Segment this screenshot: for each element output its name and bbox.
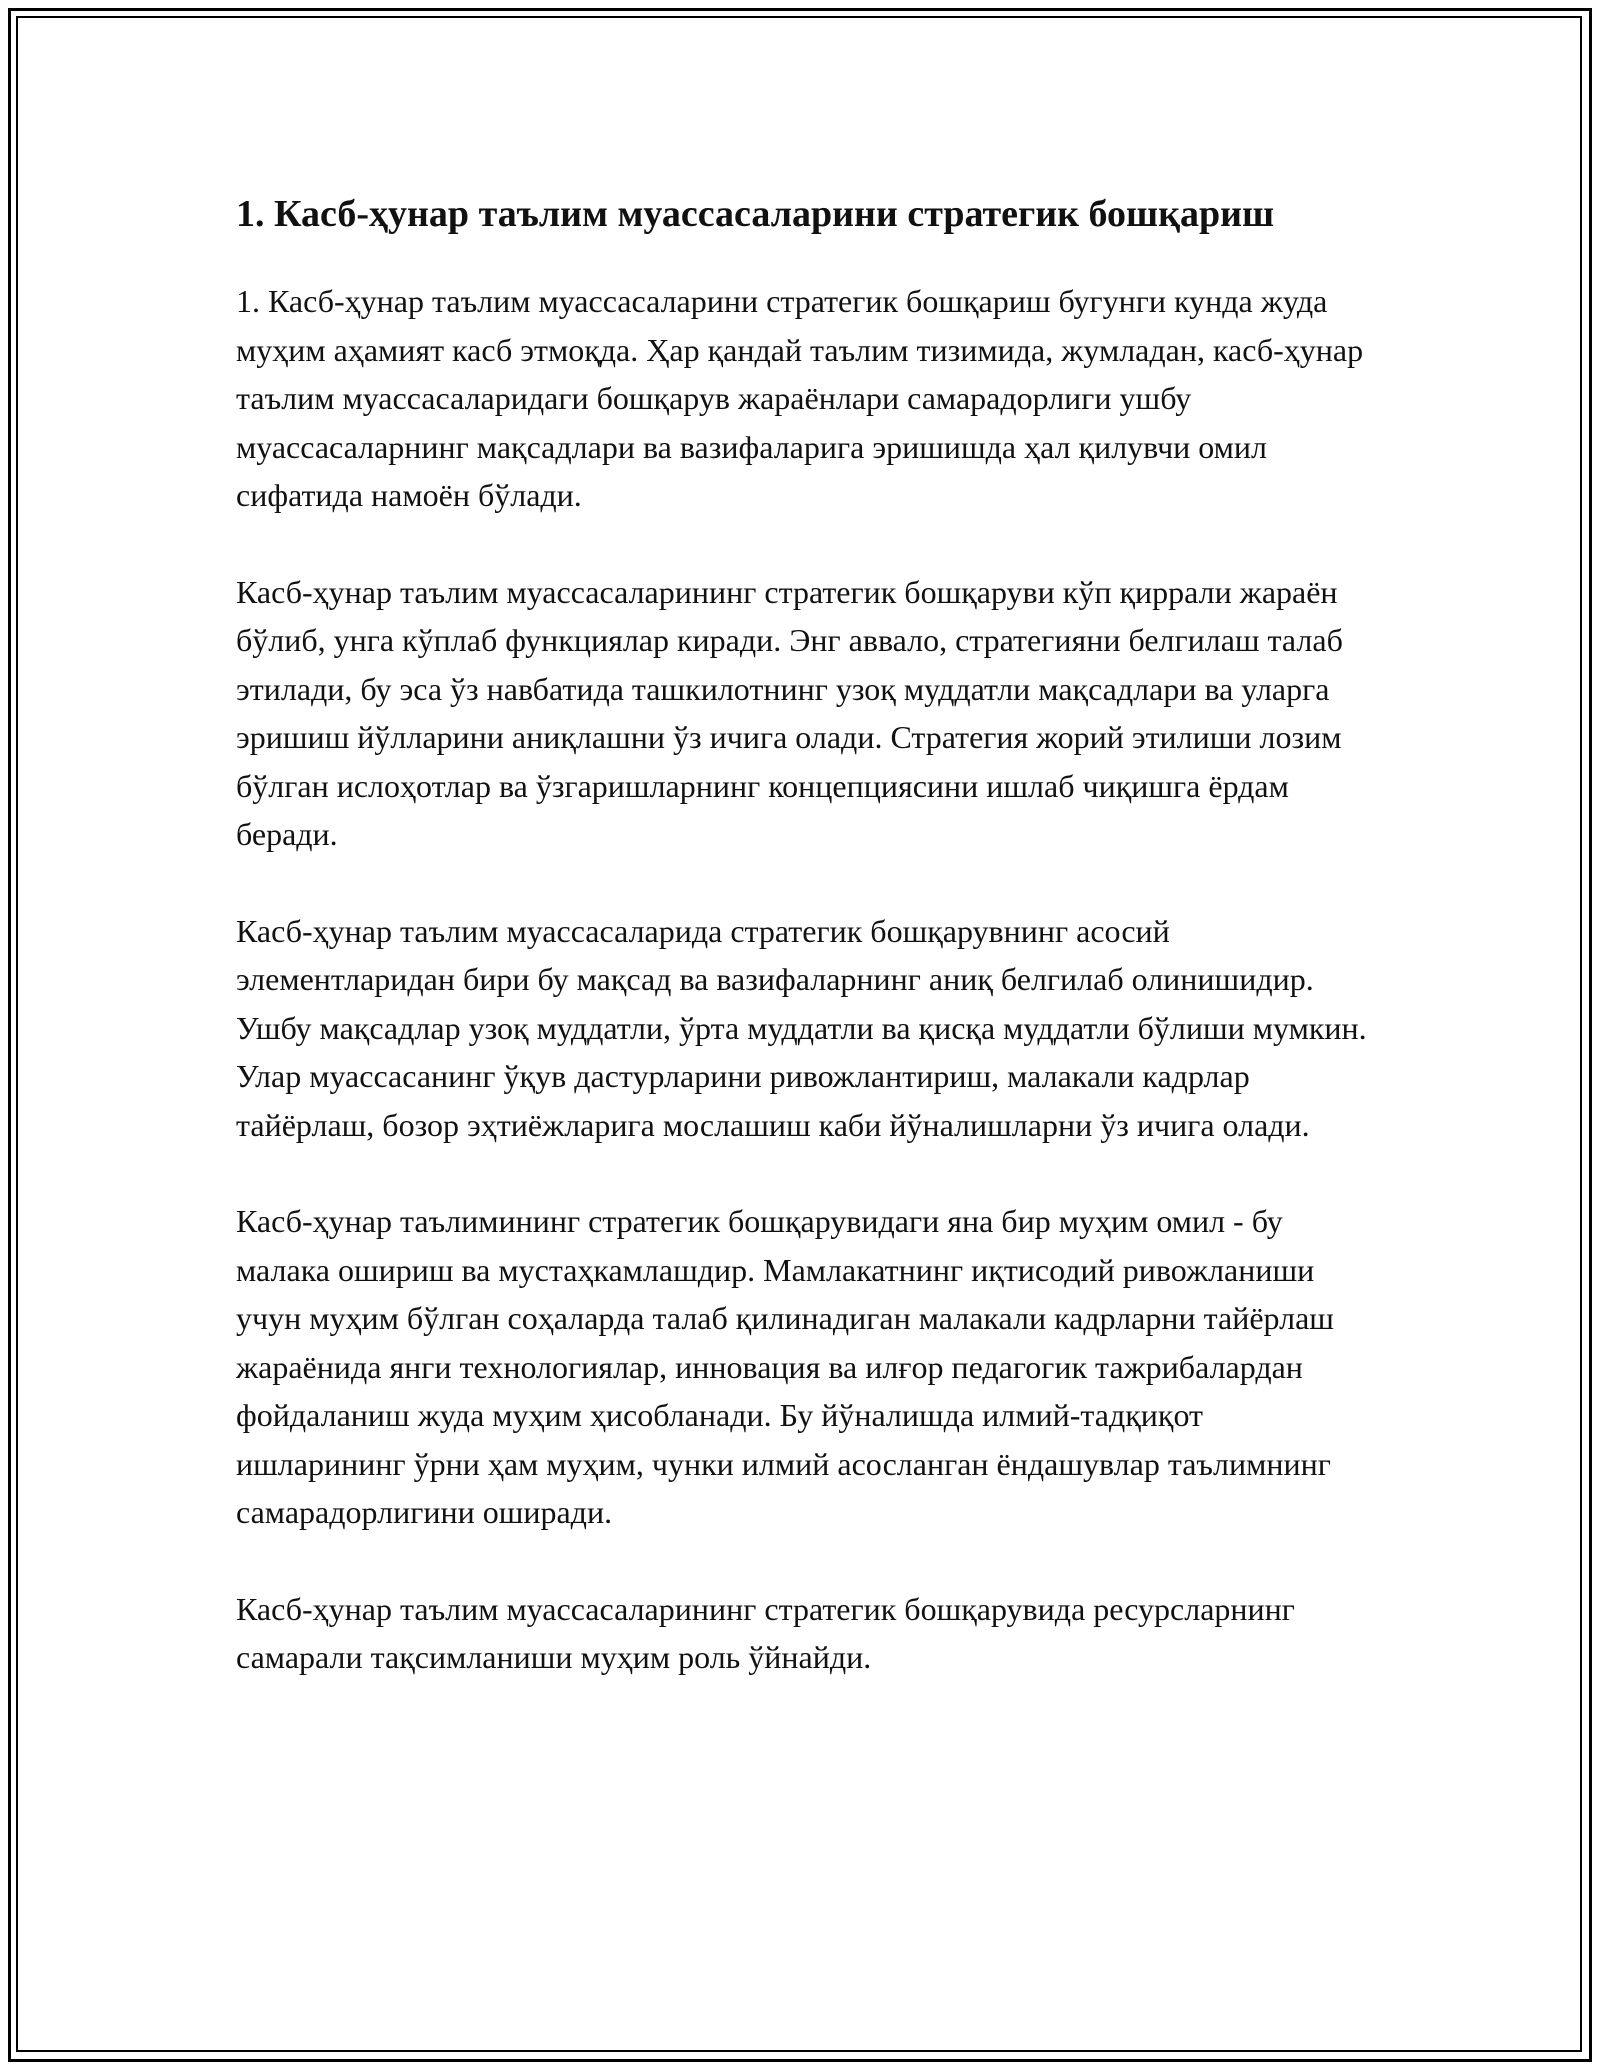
document-body <box>236 186 1376 1730</box>
paragraph-4: Касб-ҳунар таълимининг стратегик бошқарувидаги яна бир муҳим омил - бу малака ошириш ва мустаҳкамлашдир. Мамлакатнинг иқтисодий ривожланиши учун муҳим бўлган соҳаларда талаб қилинадиган малакали кадрларни тайёрлаш жараёнида янги технологиялар, инновация ва илғор педагогик тажрибалардан фойдаланиш жуда муҳим ҳисобланади. Бу йўналишда илмий-тадқиқот ишларининг ўрни ҳам муҳим, чунки илмий асосланган ёндашувлар таълимнинг самарадорлигини оширади. <box>236 1203 1334 1530</box>
paragraph-1: 1. Касб-ҳунар таълим муассасаларини стратегик бошқариш бугунги кунда жуда муҳим аҳамият касб этмоқда. Ҳар қандай таълим тизимида, жумладан, касб-ҳунар таълим муассасаларидаги бошқарув жараёнлари самарадорлиги ушбу муассасаларнинг мақсадлари ва вазифаларига эришишда ҳал қилувчи омил сифатида намоён бўлади. <box>236 283 1364 513</box>
paragraph-5: Касб-ҳунар таълим муассасаларининг стратегик бошқарувида ресурсларнинг самарали тақсимланиши муҳим роль ўйнайди. <box>236 1590 1295 1675</box>
paragraph-2: Касб-ҳунар таълим муассасаларининг стратегик бошқаруви кўп қиррали жараён бўлиб, унга кўплаб функциялар киради. Энг аввало, стратегияни белгилаш талаб этилади, бу эса ўз навбатида ташкилотнинг узоқ муддатли мақсадлари ва уларга эришиш йўлларини аниқлашни ўз ичига олади. Стратегия жорий этилиши лозим бўлган ислоҳотлар ва ўзгаришларнинг концепциясини ишлаб чиқишга ёрдам беради. <box>236 573 1343 852</box>
document-heading: 1. Касб-ҳунар таълим муассасаларини стратегик бошқариш <box>236 193 1275 235</box>
paragraph-3: Касб-ҳунар таълим муассасаларида стратегик бошқарувнинг асосий элементларидан бири бу мақсад ва вазифаларнинг аниқ белгилаб олинишидир. Ушбу мақсадлар узоқ муддатли, ўрта муддатли ва қисқа муддатли бўлиши мумкин. Улар муассасанинг ўқув дастурларини ривожлантириш, малакали кадрлар тайёрлаш, бозор эҳтиёжларига мослашиш каби йўналишларни ўз ичига олади. <box>236 912 1367 1143</box>
